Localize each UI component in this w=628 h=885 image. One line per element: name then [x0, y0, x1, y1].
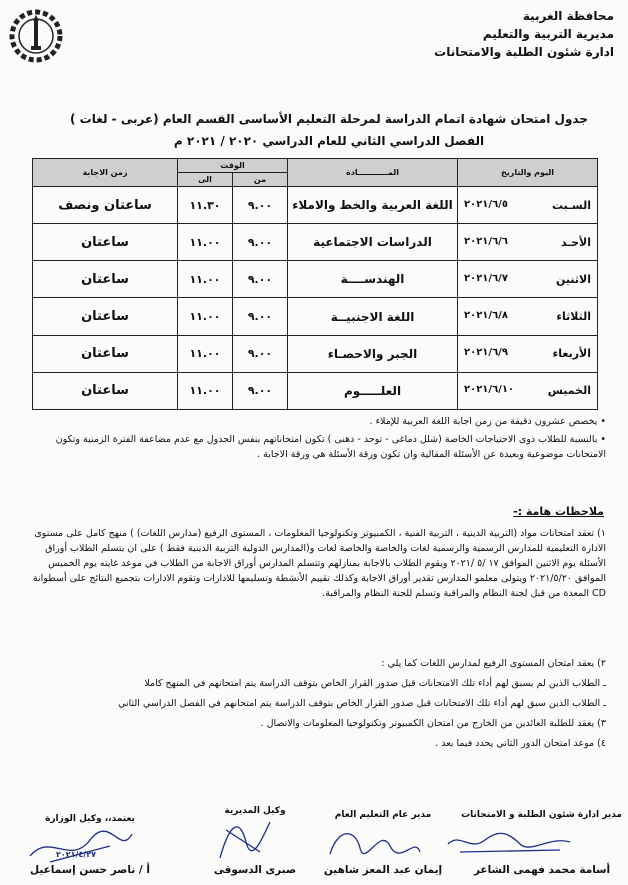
header-day-date: اليوم والتاريخ — [458, 159, 598, 187]
note-2: ٢) يعقد امتحان المستوى الرفيع لمدارس اللغات كما يلي : — [381, 658, 606, 669]
duration-cell: ساعتان — [33, 261, 178, 298]
to-cell: ١١.٠٠ — [178, 335, 233, 372]
signature-name-undersecretary: أ / ناصر حسن إسماعيل — [29, 864, 151, 876]
duration-cell: ساعتان — [33, 224, 178, 261]
subject-cell: العلـــــوم — [288, 372, 458, 409]
header-from: من — [233, 173, 288, 187]
day-cell: الخميس — [547, 384, 591, 398]
subject-cell: اللغة العربية والخط والاملاء — [288, 187, 458, 224]
to-cell: ١١.٣٠ — [178, 187, 233, 224]
table-row — [33, 335, 598, 372]
directorate-logo-icon — [6, 6, 66, 66]
date-cell: ٢٠٢١/٦/٨ — [464, 310, 508, 322]
table-row — [33, 261, 598, 298]
header-duration: زمن الاجابة — [33, 159, 178, 187]
department-label: ادارة شئون الطلبة والامتحانات — [434, 45, 614, 59]
signature-scribble-2 — [320, 818, 430, 864]
duration-cell: ساعتان — [33, 298, 178, 335]
subject-cell: الهندســــة — [288, 261, 458, 298]
date-cell: ٢٠٢١/٦/٩ — [464, 347, 508, 359]
table-row — [33, 298, 598, 335]
signature-scribble-3 — [200, 812, 290, 866]
duration-cell: ساعتان ونصف — [33, 187, 178, 224]
signature-title-students-affairs: مدير ادارة شئون الطلبة و الامتحانات — [461, 810, 622, 820]
to-cell: ١١.٠٠ — [178, 372, 233, 409]
subject-cell: اللغة الاجنبيــة — [288, 298, 458, 335]
table-row — [33, 187, 598, 224]
from-cell: ٩.٠٠ — [233, 335, 288, 372]
day-cell: السـبت — [552, 198, 591, 212]
from-cell: ٩.٠٠ — [233, 372, 288, 409]
bullet-special-needs: • بالنسبة للطلاب ذوى الاحتياجات الخاصة (شلل دماغى - توحد - ذهنى ) تكون امتحاناتهم بنفس الجدول مع عدم مضاعفة الفترة الزمنية وتكون الامتحانات موضوعية وبعيدة عن الأسئلة المقالية وان تكون ورقة الأسئلة هي ورقة الاجابة . — [55, 434, 606, 460]
from-cell: ٩.٠٠ — [233, 187, 288, 224]
header-to: الى — [178, 173, 233, 187]
schedule-title: جدول امتحان شهادة اتمام الدراسة لمرحلة التعليم الأساسى القسم العام (عربى - لغات ) — [70, 112, 588, 126]
date-cell: ٢٠٢١/٦/٦ — [464, 235, 508, 247]
exam-schedule-table — [32, 158, 598, 410]
bullet-dictation: • يخصص عشرون دقيقة من زمن اجابة اللغة العربية للإملاء . — [369, 416, 606, 427]
note-2a: ـ الطلاب الذين لم يسبق لهم أداء تلك الامتحانات قبل صدور القرار الخاص بتوقف الدراسة يتم امتحانهم في المنهج كاملا — [144, 678, 606, 689]
duration-cell: ساعتان — [33, 372, 178, 409]
date-cell: ٢٠٢١/٦/١٠ — [464, 384, 515, 396]
from-cell: ٩.٠٠ — [233, 298, 288, 335]
note-3: ٣) يعقد للطلبة العائدين من الخارج من امتحان الكمبيوتر وتكنولوجيا المعلومات والاتصال . — [260, 718, 606, 729]
bullet-text: بالنسبة للطلاب ذوى الاحتياجات الخاصة (شلل دماغى - توحد - ذهنى ) تكون امتحاناتهم بنفس الجدول مع عدم مضاعفة الفترة الزمنية وتكون الامتحانات موضوعية وبعيدة عن الأسئلة المقالية وان تكون ورقة الأسئلة هي ورقة الاجابة . — [55, 434, 606, 460]
day-cell: الثلاثاء — [556, 310, 591, 324]
day-cell: الأربعاء — [552, 347, 591, 361]
note-4: ٤) موعد امتحان الدور الثاني يحدد فيما بعد . — [435, 738, 606, 749]
handwritten-date: ٢٠٢١/٤/٢٧ — [56, 850, 97, 859]
signature-title-general-education: مدير عام التعليم العام — [334, 810, 432, 820]
subject-cell: الجبر والاحصـاء — [288, 335, 458, 372]
subject-cell: الدراسات الاجتماعية — [288, 224, 458, 261]
day-cell: الاثنين — [556, 272, 591, 286]
to-cell: ١١.٠٠ — [178, 298, 233, 335]
signature-title-deputy-directorate: وكيل المديرية — [224, 806, 286, 816]
signature-title-undersecretary: يعتمد،، وكيل الوزارة — [45, 814, 135, 824]
duration-cell: ساعتان — [33, 335, 178, 372]
schedule-subtitle: الفصل الدراسي الثاني للعام الدراسي ٢٠٢٠ / ٢٠٢١ م — [173, 134, 485, 148]
to-cell: ١١.٠٠ — [178, 224, 233, 261]
date-cell: ٢٠٢١/٦/٧ — [464, 272, 508, 284]
day-cell: الأحـد — [560, 235, 591, 249]
bullet-text: يخصص عشرون دقيقة من زمن اجابة اللغة العربية للإملاء . — [369, 416, 598, 427]
header-subject: المـــــــــــادة — [288, 159, 458, 187]
table-row — [33, 224, 598, 261]
signature-scribble-1 — [440, 822, 580, 862]
from-cell: ٩.٠٠ — [233, 261, 288, 298]
note-2b: ـ الطلاب الذين سبق لهم أداء تلك الامتحانات قبل صدور القرار الخاص بتوقف الدراسة يتم امتحانهم في الفصل الدراسي الثاني — [118, 698, 606, 709]
signature-name-deputy-directorate: صبرى الدسوقى — [213, 864, 297, 876]
date-cell: ٢٠٢١/٦/٥ — [464, 198, 508, 210]
note-1: ١) تعقد امتحانات مواد (التربية الدينية ، التربية الفنية ، الكمبيوتر وتكنولوجيا المعلومات ، المستوى الرفيع (مدارس اللغات) ) منهج كامل على مستوى الادارة التعليمية للمدارس الرسمية والرسمية لغات والخاصة والخاصة لغات و(المدارس الدولية التربية الدينية فقط ) على ان يتسلم الطلاب أوراق الأسئلة يوم الاثنين الموافق ١٧ /٥ /٢٠٢١ ويقوم الطلاب بالاجابة بمنازلهم وتتسلم المدارس أوراق الاجابة من الطلاب في موعد غايته يوم الخميس الموافق ٢٠٢١/٥/٢٠ ويتولى معلمو المدارس تقدير أوراق الاجابة وكذلك تقييم الأنشطة وتسليمها للادارات وتقوم الادارات بتجميع النتائج على أسطوانة CD المعدة من قبل لجنة النظام والمراقبة وتسلم للجنة النظام والمراقبة. — [32, 528, 606, 599]
table-row — [33, 372, 598, 409]
header-time: الوقت — [178, 159, 288, 173]
notes-heading: ملاحظات هامة :- — [513, 505, 604, 518]
from-cell: ٩.٠٠ — [233, 224, 288, 261]
to-cell: ١١.٠٠ — [178, 261, 233, 298]
signature-name-general-education: إيمان عبد المعز شاهين — [323, 864, 443, 876]
governorate-label: محافظة الغربية — [522, 9, 614, 23]
signature-name-students-affairs: أسامة محمد فهمى الشاعر — [473, 864, 611, 876]
directorate-label: مديرية التربية والتعليم — [482, 27, 614, 41]
